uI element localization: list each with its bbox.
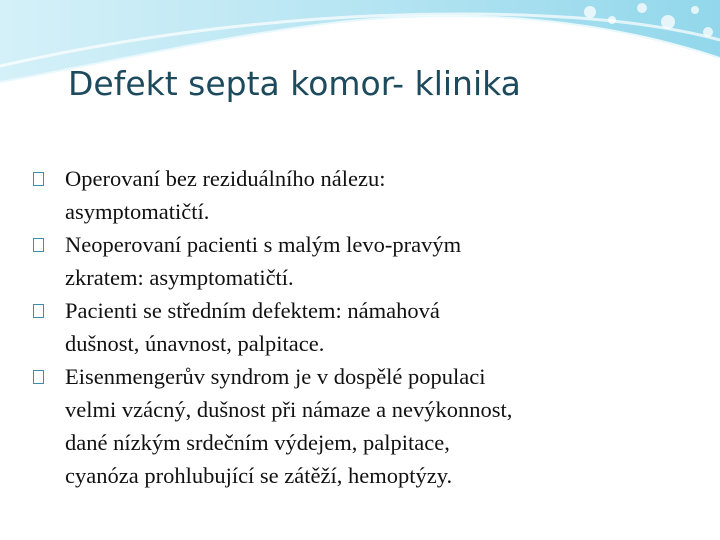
bullet-item <box>30 162 710 228</box>
bullet-line: Neoperovaní pacienti s malým levo-pravým <box>65 232 462 257</box>
slide-title: Defekt septa komor- klinika <box>68 64 521 103</box>
bullet-item <box>30 294 710 360</box>
bullet-item <box>30 228 710 294</box>
bullet-icon <box>30 162 50 195</box>
bullet-icon <box>30 228 50 261</box>
bullet-line: asymptomatičtí. <box>65 199 210 224</box>
bullet-line: Pacienti se středním defektem: námahová <box>65 298 440 323</box>
bullet-icon <box>30 360 50 393</box>
bullet-item <box>30 360 710 492</box>
bullet-line: dané nízkým srdečním výdejem, palpitace, <box>65 430 450 455</box>
bullet-line: Eisenmengerův syndrom je v dospělé populaci <box>65 364 486 389</box>
bullet-line: velmi vzácný, dušnost při námaze a nevýkonnost, <box>65 397 513 422</box>
bullet-list <box>30 162 710 492</box>
bullet-icon <box>30 294 50 327</box>
bullet-line: cyanóza prohlubující se zátěží, hemoptýzy. <box>65 463 453 488</box>
bullet-line: dušnost, únavnost, palpitace. <box>65 331 325 356</box>
bullet-line: Operovaní bez reziduálního nálezu: <box>65 166 386 191</box>
bullet-line: zkratem: asymptomatičtí. <box>65 265 294 290</box>
